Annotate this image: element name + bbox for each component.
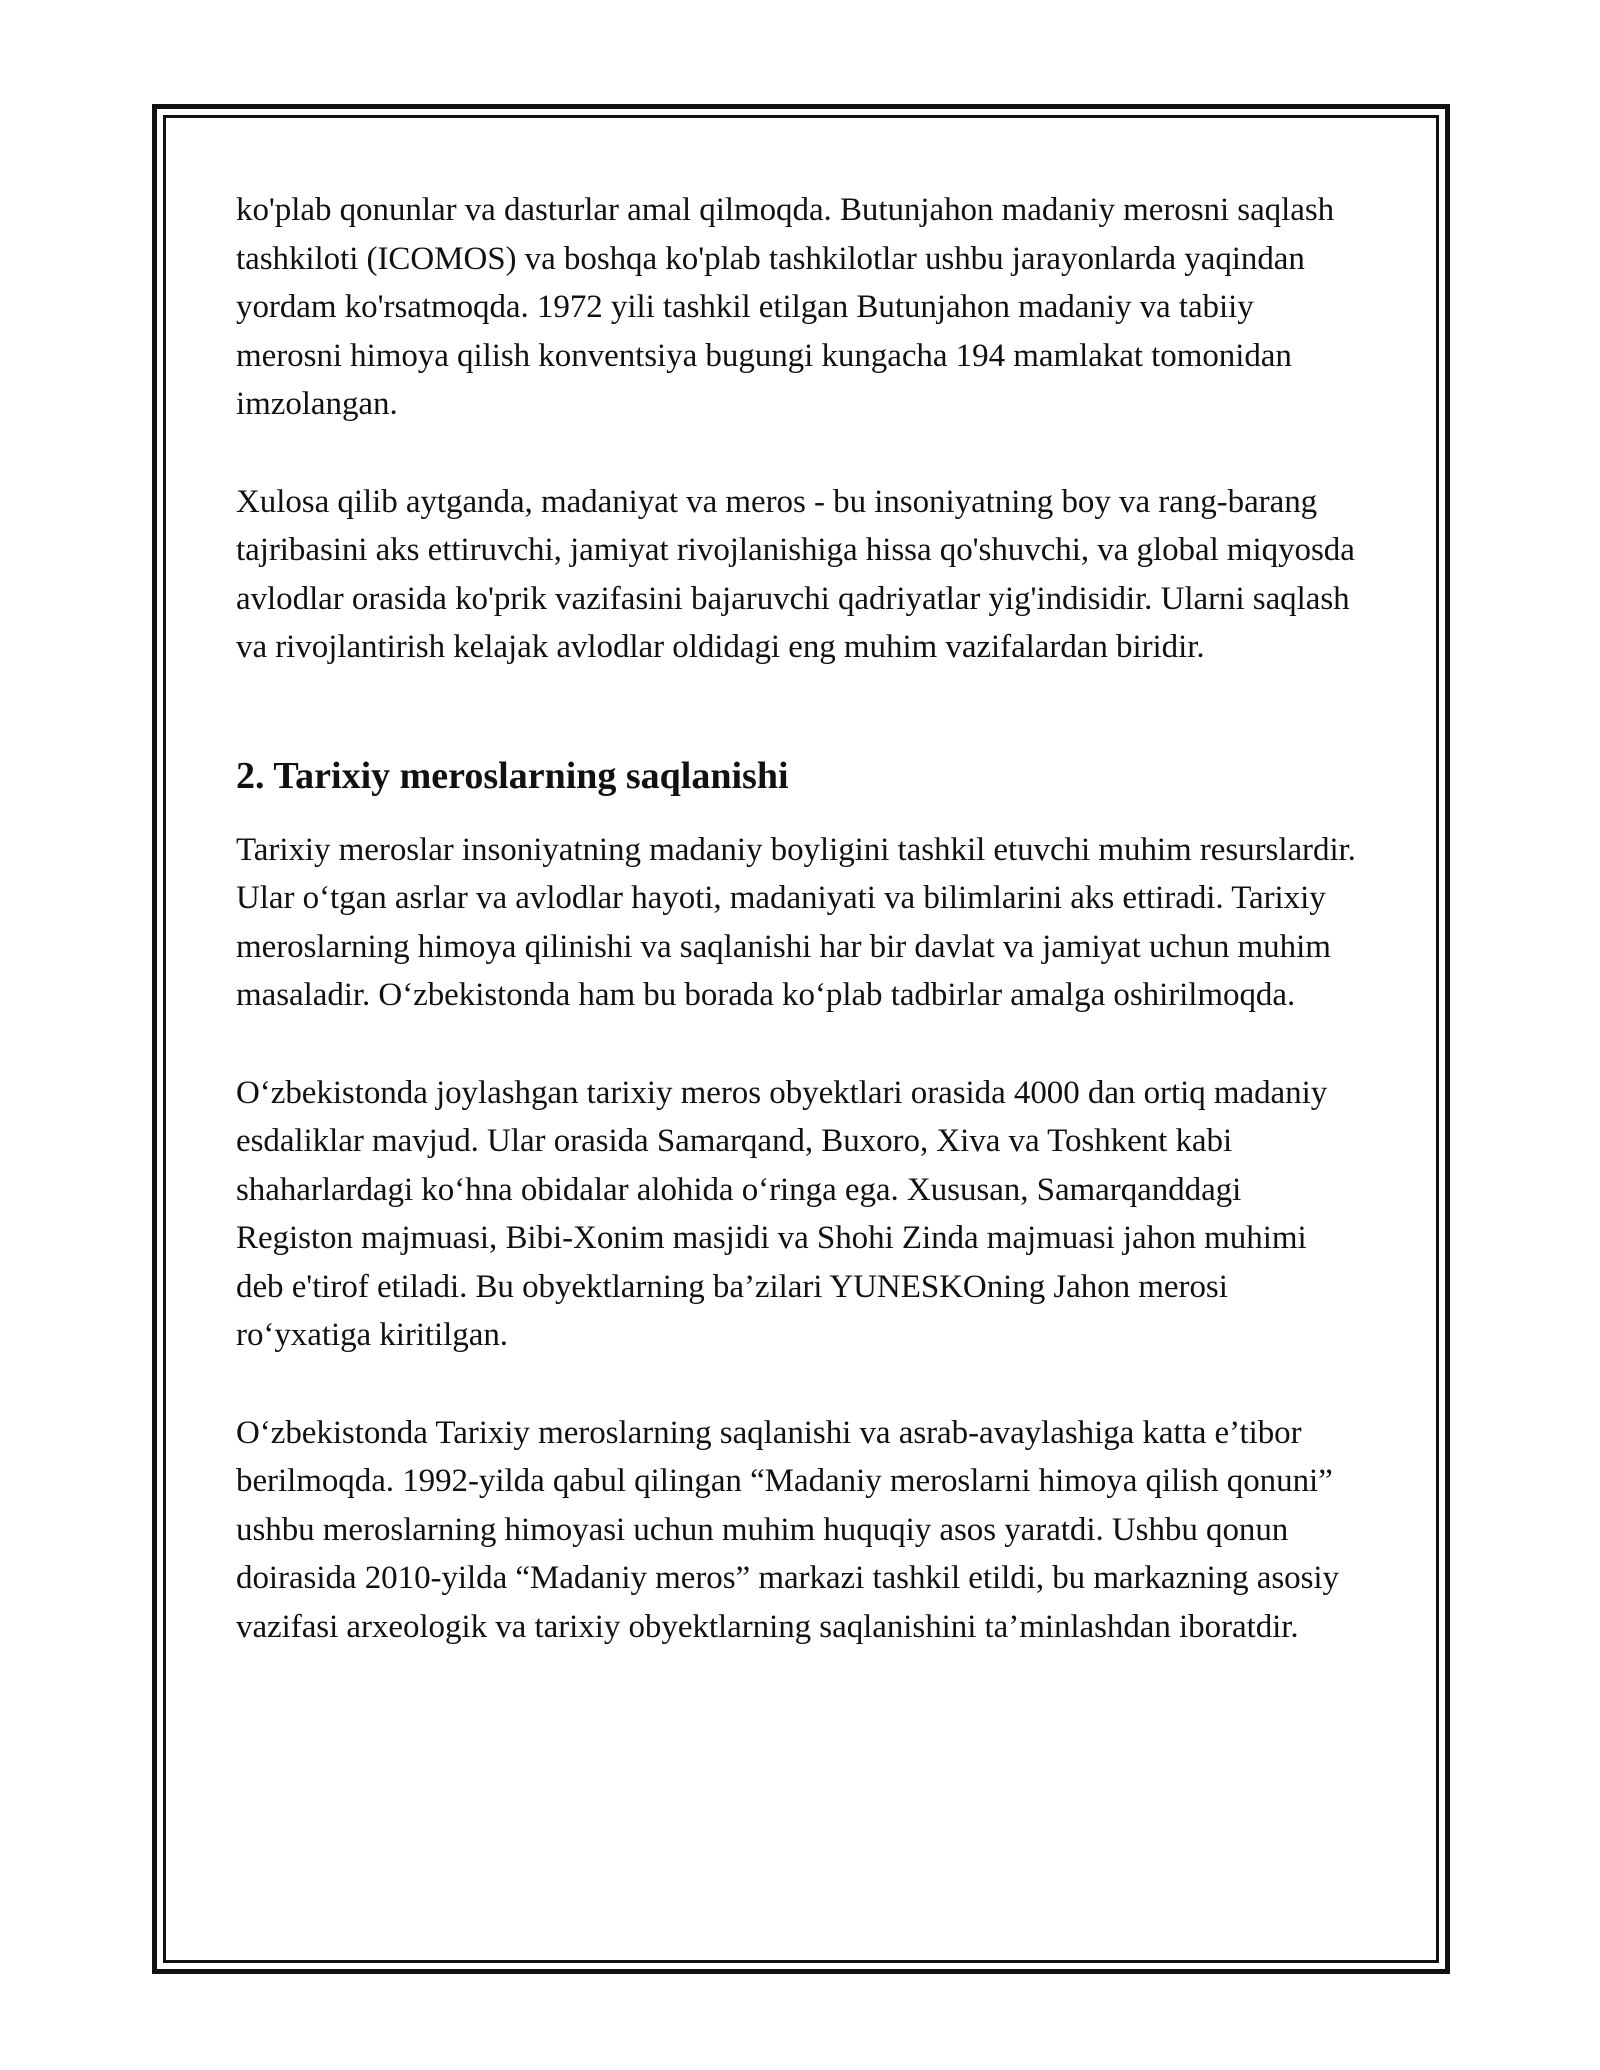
section-heading: 2. Tarixiy meroslarning saqlanishi [236,754,789,797]
paragraph-spacer [236,429,1356,478]
paragraph-spacer [236,1020,1356,1069]
document-body [236,186,1356,1651]
paragraph-heritage-objects: O‘zbekistonda joylashgan tarixiy meros obyektlari orasida 4000 dan ortiq madaniy esdaliklar mavjud. Ular orasida Samarqand, Buxoro, Xiva va Toshkent kabi shaharlardagi ko‘hna obidalar alohida o‘ringa ega. Xususan, Samarqanddagi Registon majmuasi, Bibi-Xonim masjidi va Shohi Zinda majmuasi jahon muhimi deb e'tirof etiladi. Bu obyektlarning ba’zilari YUNESKOning Jahon merosi ro‘yxatiga kiritilgan. [236,1074,1328,1353]
paragraph-historical-heritage: Tarixiy meroslar insoniyatning madaniy boyligini tashkil etuvchi muhim resurslardir. Ular o‘tgan asrlar va avlodlar hayoti, madaniyati va bilimlarini aks ettiradi. Tarixiy meroslarning himoya qilinishi va saqlanishi har bir davlat va jamiyat uchun muhim masaladir. O‘zbekistonda ham bu borada ko‘plab tadbirlar amalga oshirilmoqda. [236,831,1356,1013]
paragraph-conventions: ko'plab qonunlar va dasturlar amal qilmoqda. Butunjahon madaniy merosni saqlash tashkiloti (ICOMOS) va boshqa ko'plab tashkilotlar ushbu jarayonlarda yaqindan yordam ko'rsatmoqda. 1972 yili tashkil etilgan Butunjahon madaniy va tabiiy merosni himoya qilish konventsiya bugungi kungacha 194 mamlakat tomonidan imzolangan. [236,192,1335,422]
paragraph-spacer [236,1360,1356,1409]
paragraph-conclusion: Xulosa qilib aytganda, madaniyat va meros - bu insoniyatning boy va rang-barang tajribasini aks ettiruvchi, jamiyat rivojlanishiga hissa qo'shuvchi, va global miqyosda avlodlar orasida ko'prik vazifasini bajaruvchi qadriyatlar yig'indisidir. Ularni saqlash va rivojlantirish kelajak avlodlar oldidagi eng muhim vazifalardan biridir. [236,483,1355,665]
section-spacer [236,672,1356,750]
paragraph-heritage-law: O‘zbekistonda Tarixiy meroslarning saqlanishi va asrab-avaylashiga katta e’tibor berilmoqda. 1992-yilda qabul qilingan “Madaniy meroslarni himoya qilish qonuni” ushbu meroslarning himoyasi uchun muhim huquqiy asos yaratdi. Ushbu qonun doirasida 2010-yilda “Madaniy meros” markazi tashkil etildi, bu markazning asosiy vazifasi arxeologik va tarixiy obyektlarning saqlanishini ta’minlashdan iboratdir. [236,1414,1339,1645]
heading-spacer [236,802,1356,826]
